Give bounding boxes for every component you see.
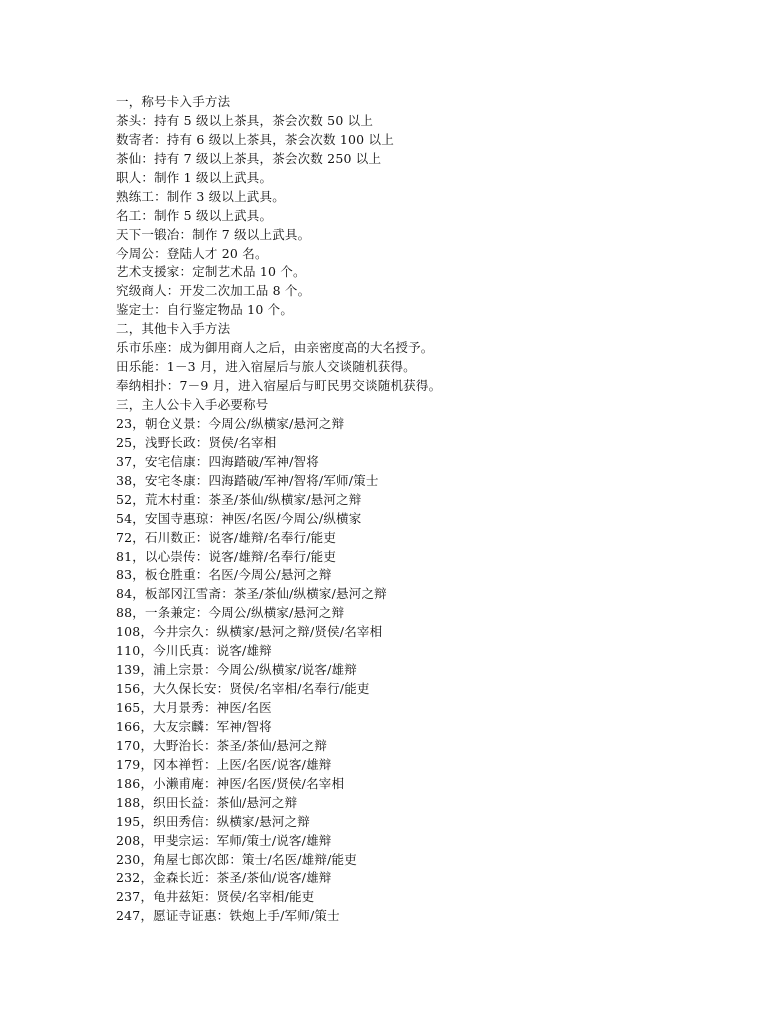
text-line: 茶头：持有 5 级以上茶具，茶会次数 50 以上 [116,112,374,128]
text-line: 鉴定士：自行鉴定物品 10 个。 [116,302,294,318]
list-item: 23，朝仓义景：今周公/纵横家/悬河之辩 [116,415,345,431]
text-line: 田乐能：1－3 月，进入宿屋后与旅人交谈随机获得。 [116,359,416,375]
text-line: 今周公：登陆人才 20 名。 [116,245,268,261]
list-item: 37，安宅信康：四海踏破/军神/智将 [116,453,319,469]
list-item: 54，安国寺惠琼：神医/名医/今周公/纵横家 [116,510,362,526]
list-item: 83，板仓胜重：名医/今周公/悬河之辩 [116,567,332,583]
list-item: 237，龟井兹矩：贤侯/名宰相/能吏 [116,889,315,905]
text-line: 名工：制作 5 级以上武具。 [116,207,273,223]
section-heading-1: 一，称号卡入手方法 [116,94,231,109]
text-line: 数寄者：持有 6 级以上茶具，茶会次数 100 以上 [116,131,394,147]
text-line: 茶仙：持有 7 级以上茶具，茶会次数 250 以上 [116,150,382,166]
list-item: 186，小濑甫庵：神医/名医/贤侯/名宰相 [116,775,345,791]
text-line: 艺术支援家：定制艺术品 10 个。 [116,264,306,280]
list-item: 139，浦上宗景：今周公/纵横家/说客/雄辩 [116,662,357,678]
text-line: 熟练工：制作 3 级以上武具。 [116,188,285,204]
list-item: 179，冈本禅哲：上医/名医/说客/雄辩 [116,756,332,772]
list-item: 165，大月景秀：神医/名医 [116,700,272,715]
text-line: 职人：制作 1 级以上武具。 [116,169,273,185]
section-heading-3: 三，主人公卡入手必要称号 [116,397,269,412]
text-line: 天下一锻冶：制作 7 级以上武具。 [116,226,311,242]
list-item: 84，板部冈江雪斋：茶圣/茶仙/纵横家/悬河之辩 [116,586,387,602]
list-item: 81，以心崇传：说客/雄辩/名奉行/能吏 [116,548,337,564]
list-item: 247，愿证寺证惠：铁炮上手/军师/策士 [116,908,340,924]
list-item: 156，大久保长安：贤侯/名宰相/名奉行/能吏 [116,681,370,697]
text-line: 奉纳相扑：7－9 月，进入宿屋后与町民男交谈随机获得。 [116,378,442,394]
list-item: 72，石川数正：说客/雄辩/名奉行/能吏 [116,529,337,545]
list-item: 52，荒木村重：茶圣/茶仙/纵横家/悬河之辩 [116,491,362,507]
list-item: 88，一条兼定：今周公/纵横家/悬河之辩 [116,605,345,621]
list-item: 188，织田长益：茶仙/悬河之辩 [116,794,298,810]
list-item: 170，大野治长：茶圣/茶仙/悬河之辩 [116,737,328,753]
list-item: 195，织田秀信：纵横家/悬河之辩 [116,813,310,829]
list-item: 25，浅野长政：贤侯/名宰相 [116,434,277,450]
list-item: 166，大友宗麟：军神/智将 [116,718,272,734]
section-heading-2: 二，其他卡入手方法 [116,321,231,337]
list-item: 108，今井宗久：纵横家/悬河之辩/贤侯/名宰相 [116,624,383,640]
text-line: 乐市乐座：成为御用商人之后，由亲密度高的大名授予。 [116,340,434,356]
text-line: 究级商人：开发二次加工品 8 个。 [116,283,311,299]
list-item: 208，甲斐宗运：军师/策士/说客/雄辩 [116,832,332,848]
list-item: 230，角屋七郎次郎：策士/名医/雄辩/能吏 [116,851,357,867]
list-item: 110，今川氏真：说客/雄辩 [116,643,272,659]
list-item: 232，金森长近：茶圣/茶仙/说客/雄辩 [116,870,332,886]
document-body [116,93,756,926]
list-item: 38，安宅冬康：四海踏破/军神/智将/军师/策士 [116,472,379,488]
